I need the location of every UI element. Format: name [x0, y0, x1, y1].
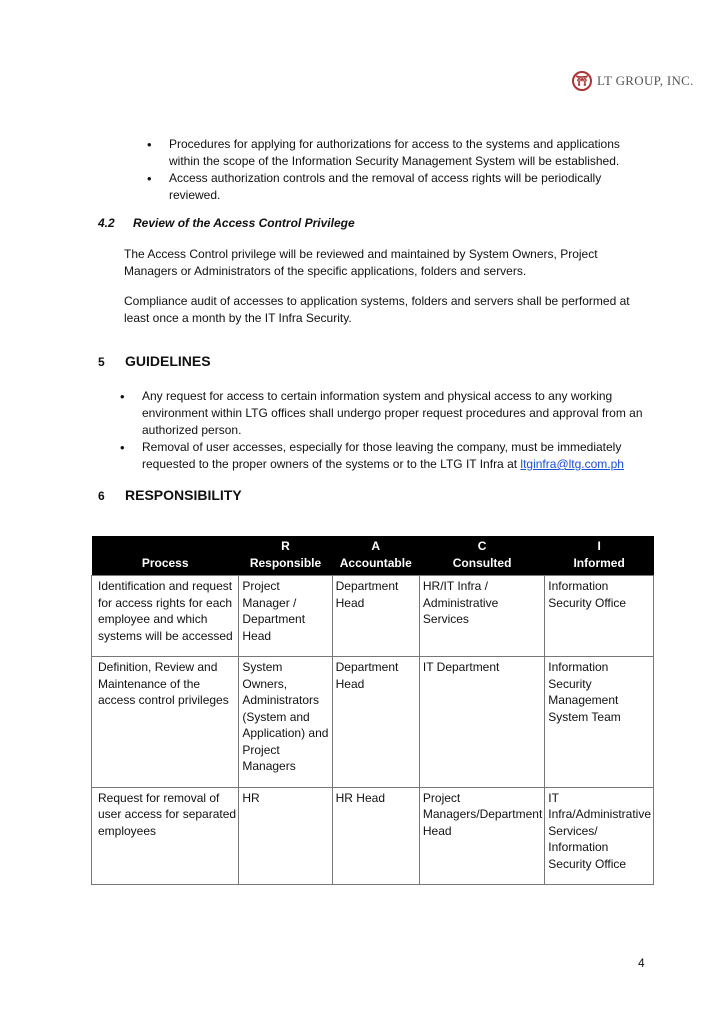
cell-accountable: Department Head [332, 657, 419, 788]
header-label: Consulted [452, 556, 512, 570]
raci-table [91, 536, 654, 885]
email-link[interactable]: ltginfra@ltg.com.ph [520, 457, 624, 471]
header-label: Accountable [339, 556, 412, 570]
table-row [92, 657, 654, 788]
paragraph: Compliance audit of accesses to application systems, folders and servers shall be performed at least once a month by the IT Infra Security. [124, 294, 630, 325]
section-title: RESPONSIBILITY [125, 487, 242, 503]
header-letter: R [281, 539, 290, 553]
section-number: 6 [98, 489, 105, 503]
cell-consulted: IT Department [419, 657, 544, 788]
list-item-text: Removal of user accesses, especially for those leaving the company, must be immediately requested to the proper owners of the systems or to the LTG IT Infra at [142, 440, 622, 471]
cell-responsible: Project Manager / Department Head [239, 576, 332, 657]
section-number: 4.2 [98, 216, 115, 230]
header-label: Responsible [249, 556, 322, 570]
section-4-2-heading [98, 216, 355, 230]
guidelines-bullet-list [120, 388, 660, 473]
paragraph: The Access Control privilege will be reviewed and maintained by System Owners, Project Managers or Administrators of the specific applications, folders and servers. [124, 247, 598, 278]
section-5-heading [98, 353, 211, 369]
header-letter: C [477, 539, 487, 553]
section-number: 5 [98, 355, 105, 369]
cell-informed: Information Security Office [545, 576, 654, 657]
header-letter [94, 538, 237, 555]
list-item: • Procedures for applying for authorizations for access to the systems and applications within the scope of the Information Security Management System will be established. [147, 136, 647, 170]
cell-process: Identification and request for access rights for each employee and which systems will be accessed [92, 576, 239, 657]
cell-accountable: Department Head [332, 576, 419, 657]
section-6-heading [98, 487, 242, 503]
page-number: 4 [638, 956, 645, 970]
cell-process: Definition, Review and Maintenance of the access control privileges [92, 657, 239, 788]
cell-informed: Information Security Management System Team [545, 657, 654, 788]
section-title: Review of the Access Control Privilege [133, 216, 355, 230]
intro-bullet-list [147, 136, 647, 204]
cell-consulted: Project Managers/Department Head [419, 787, 544, 885]
header-label: Informed [573, 556, 625, 570]
lt-group-emblem-icon: ⛩ [572, 71, 592, 91]
cell-accountable: HR Head [332, 787, 419, 885]
header-letter: A [371, 539, 381, 553]
header-responsible [239, 536, 332, 576]
cell-process: Request for removal of user access for separated employees [92, 787, 239, 885]
section-title: GUIDELINES [125, 353, 211, 369]
table-row [92, 576, 654, 657]
company-name: LT GROUP, INC. [597, 73, 694, 88]
header-label: Process [141, 556, 189, 570]
list-item: • Access authorization controls and the removal of access rights will be periodically reviewed. [147, 170, 647, 204]
header-consulted [419, 536, 544, 576]
company-logo [572, 71, 694, 91]
header-process [92, 536, 239, 576]
cell-responsible: System Owners, Administrators (System and Application) and Project Managers [239, 657, 332, 788]
table-header-row [92, 536, 654, 576]
cell-consulted: HR/IT Infra / Administrative Services [419, 576, 544, 657]
table-row [92, 787, 654, 885]
header-informed [545, 536, 654, 576]
cell-informed: IT Infra/Administrative Services/ Information Security Office [545, 787, 654, 885]
header-letter: I [597, 539, 601, 553]
list-item [120, 439, 660, 473]
header-accountable [332, 536, 419, 576]
list-item: • Any request for access to certain information system and physical access to any working environment within LTG offices shall undergo proper request procedures and approval from an authorized person. [120, 388, 660, 439]
cell-responsible: HR [239, 787, 332, 885]
